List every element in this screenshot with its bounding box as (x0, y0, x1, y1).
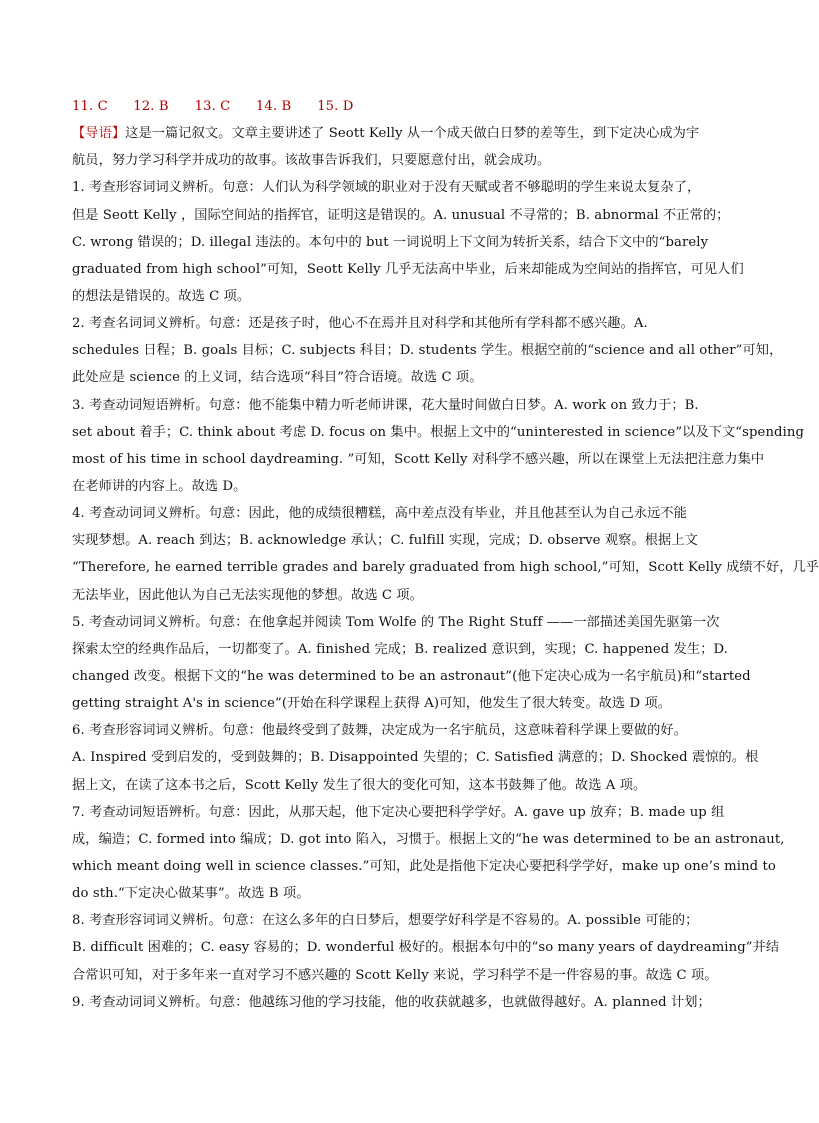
text-line: 此处应是 science 的上义词，结合选项“科目”符合语境。故选 C 项。 (72, 370, 483, 386)
text-line: 6. 考查形容词词义辨析。句意：他最终受到了鼓舞，决定成为一名宇航员，这意味着科学课上要做的好。 (72, 723, 688, 739)
text-line: 但是 Seott Kelly ，国际空间站的指挥官，证明这是错误的。A. unusual 不寻常的；B. abnormal 不正常的； (72, 207, 730, 223)
text-line: 探索太空的经典作品后，一切都变了。A. finished 完成；B. realized 意识到，实现；C. happened 发生；D. (72, 641, 728, 657)
text-line: which meant doing well in science classes.”可知，此处是指他下定决心要把科学学好，make up one’s mind to (72, 858, 776, 874)
text-line: 的想法是错误的。故选 C 项。 (72, 288, 251, 304)
text-line: 4. 考查动词词义辨析。句意：因此，他的成绩很糟糕，高中差点没有毕业，并且他甚至认为自己永远不能 (72, 506, 688, 522)
text-line: graduated from high school”可知，Seott Kelly 几乎无法高中毕业，后来却能成为空间站的指挥官，可见人们 (72, 261, 744, 277)
guide-tag: 【导语】 (72, 126, 126, 142)
text-line: “Therefore, he earned terrible grades and barely graduated from high school,”可知，Scott Kelly 成绩不好，几乎 (72, 560, 819, 576)
text-line: 在老师讲的内容上。故选 D。 (72, 478, 247, 494)
answer-key-row (72, 93, 724, 120)
answer-13: 13. C (194, 99, 231, 114)
text-line: 9. 考查动词词义辨析。句意：他越练习他的学习技能，他的收获就越多，也就做得越好。A. planned 计划； (72, 994, 711, 1010)
text-line: 无法毕业，因此他认为自己无法实现他的梦想。故选 C 项。 (72, 587, 423, 603)
text-line: 成，编造；C. formed into 编成；D. got into 陷入，习惯于。根据上文的“he was determined to be an astronaut, (72, 831, 785, 847)
text-line: most of his time in school daydreaming. ”可知，Scott Kelly 对科学不感兴趣，所以在课堂上无法把注意力集中 (72, 451, 765, 467)
text-line: 2. 考查名词词义辨析。句意：还是孩子时，他心不在焉并且对科学和其他所有学科都不感兴趣。A. (72, 316, 648, 332)
text-line: 7. 考查动词短语辨析。句意：因此，从那天起，他下定决心要把科学学好。A. gave up 放弃；B. made up 组 (72, 804, 725, 820)
text-line: getting straight A's in science”(开始在科学课程上获得 A)可知，他发生了很大转变。故选 D 项。 (72, 696, 672, 712)
text-line: 实现梦想。A. reach 到达；B. acknowledge 承认；C. fulfill 实现，完成；D. observe 观察。根据上文 (72, 533, 698, 549)
text-line: 据上文，在读了这本书之后，Scott Kelly 发生了很大的变化可知，这本书鼓舞了他。故选 A 项。 (72, 777, 647, 793)
text-line: C. wrong 错误的；D. illegal 违法的。本句中的 but 一词说明上下文间为转折关系，结合下文中的“barely (72, 234, 709, 250)
text-line: 8. 考查形容词词义辨析。句意：在这么多年的白日梦后，想要学好科学是不容易的。A. possible 可能的； (72, 913, 699, 929)
text-line: B. difficult 困难的；C. easy 容易的；D. wonderful 极好的。根据本句中的“so many years of daydreaming”并结 (72, 940, 780, 956)
text-line: A. Inspired 受到启发的，受到鼓舞的；B. Disappointed 失望的；C. Satisfied 满意的；D. Shocked 震惊的。根 (72, 750, 759, 766)
guide-text-1: 这是一篇记叙文。文章主要讲述了 Seott Kelly 从一个成天做白日梦的差等生，到下定决心成为宇 (125, 126, 700, 142)
text-line: changed 改变。根据下文的“he was determined to be an astronaut”(他下定决心成为一名宇航员)和“started (72, 668, 751, 684)
answer-11: 11. C (72, 99, 108, 114)
text-line: 3. 考查动词短语辨析。句意：他不能集中精力听老师讲课，花大量时间做白日梦。A. work on 致力于；B. (72, 397, 699, 413)
text-line: set about 着手；C. think about 考虑 D. focus on 集中。根据上文中的“uninterested in science”以及下文“spending (72, 424, 805, 440)
text-line: do sth.“下定决心做某事”。故选 B 项。 (72, 886, 310, 902)
text-line: 1. 考查形容词词义辨析。句意：人们认为科学领域的职业对于没有天赋或者不够聪明的学生来说太复杂了， (72, 180, 701, 196)
guide-line-1 (72, 120, 724, 147)
answer-15: 15. D (317, 99, 354, 114)
answer-14: 14. B (255, 99, 292, 114)
text-line: schedules 日程；B. goals 目标；C. subjects 科目；D. students 学生。根据空前的“science and all other”可知， (72, 343, 783, 359)
guide-line-2: 航员，努力学习科学并成功的故事。该故事告诉我们，只要愿意付出，就会成功。 (72, 153, 551, 169)
answer-12: 12. B (133, 99, 169, 114)
text-line: 合常识可知，对于多年来一直对学习不感兴趣的 Scott Kelly 来说，学习科学不是一件容易的事。故选 C 项。 (72, 967, 718, 983)
text-line: 5. 考查动词词义辨析。句意：在他拿起并阅读 Tom Wolfe 的 The Right Stuff ——一部描述美国先驱第一次 (72, 614, 720, 630)
document-page (72, 93, 819, 1016)
